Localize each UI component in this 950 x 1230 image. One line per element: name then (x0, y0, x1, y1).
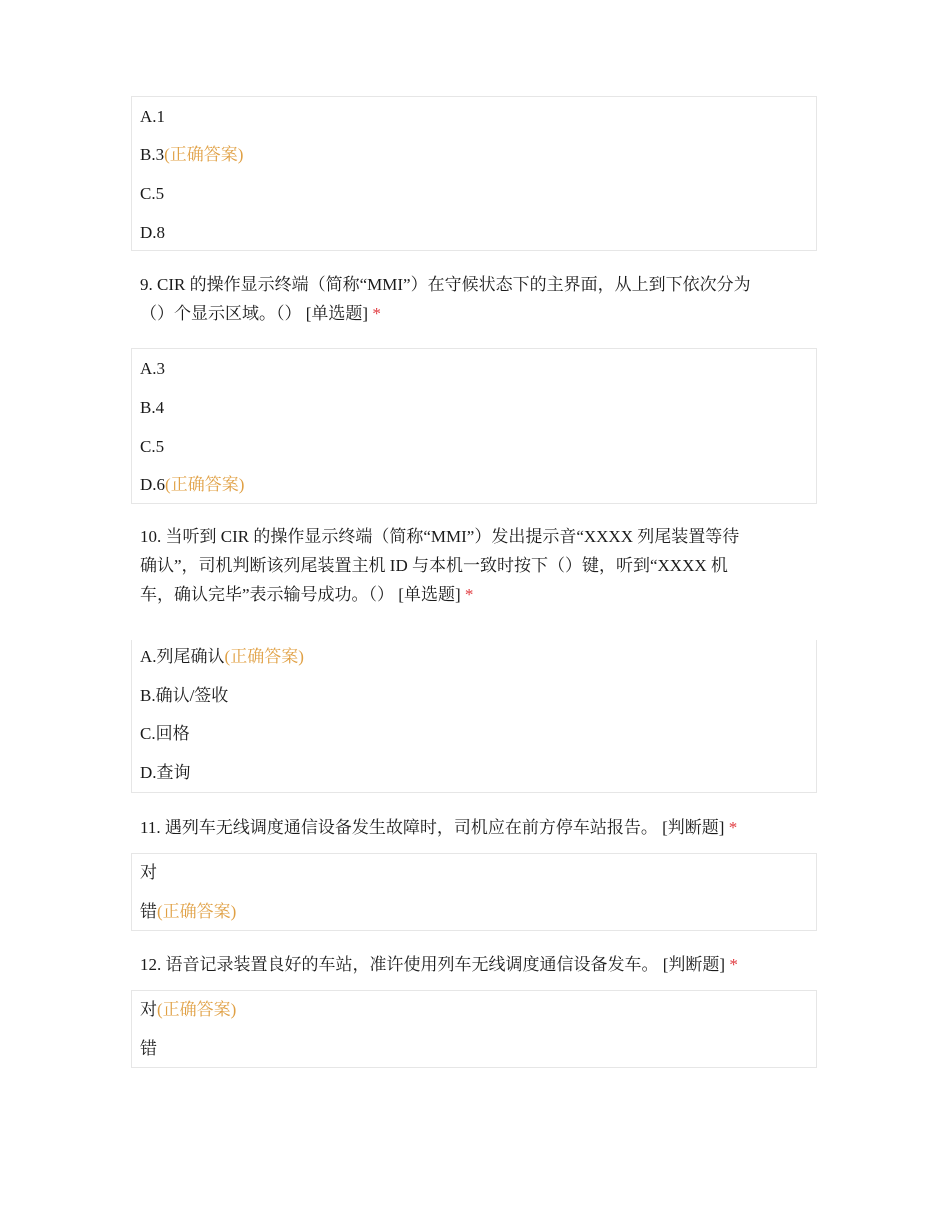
q9-question (140, 270, 816, 328)
q8-option-b: B.3(正确答案) (140, 145, 244, 164)
q12-options-box (131, 990, 817, 1068)
q10-line-2: 确认”，司机判断该列尾装置主机 ID 与本机一致时按下（）键，听到“XXXX 机 (140, 556, 728, 575)
required-mark: * (729, 955, 738, 974)
q10-line-1: 10. 当听到 CIR 的操作显示终端（简称“MMI”）发出提示音“XXXX 列尾装置等待 (140, 527, 740, 546)
correct-answer-tag: (正确答案) (157, 1000, 237, 1019)
q9-option-c: C.5 (140, 437, 165, 456)
q11-option-true: 对 (140, 863, 157, 882)
correct-answer-tag: (正确答案) (165, 475, 245, 494)
correct-answer-tag: (正确答案) (224, 647, 304, 666)
q12-option-false: 错 (140, 1039, 157, 1058)
q9-line-1: 9. CIR 的操作显示终端（简称“MMI”）在守候状态下的主界面，从上到下依次分为 (140, 275, 751, 294)
correct-answer-tag: (正确答案) (164, 145, 244, 164)
q10-option-d: D.查询 (140, 763, 191, 782)
q9-option-b: B.4 (140, 398, 165, 417)
q10-question (140, 522, 816, 609)
q12-question (140, 950, 816, 979)
required-mark: * (464, 585, 474, 604)
q12-line-1: 12. 语音记录装置良好的车站，准许使用列车无线调度通信设备发车。 [判断题] * (140, 955, 738, 974)
q10-line-3: 车，确认完毕”表示输号成功。（） [单选题] * (140, 585, 474, 604)
q9-line-2: （）个显示区域。（） [单选题] * (140, 304, 381, 323)
q11-line-1: 11. 遇列车无线调度通信设备发生故障时，司机应在前方停车站报告。 [判断题] * (140, 818, 738, 837)
q8-option-d: D.8 (140, 223, 166, 242)
required-mark: * (728, 818, 738, 837)
q10-option-b: B.确认/签收 (140, 686, 229, 705)
q8-option-a: A.1 (140, 107, 166, 126)
q10-option-c: C.回格 (140, 724, 190, 743)
q10-options-box (131, 640, 817, 793)
q8-options-box (131, 96, 817, 251)
q11-options-box (131, 853, 817, 931)
correct-answer-tag: (正确答案) (157, 902, 237, 921)
q9-option-d: D.6(正确答案) (140, 475, 245, 494)
q11-option-false: 错(正确答案) (140, 902, 237, 921)
required-mark: * (372, 304, 381, 323)
q10-option-a: A.列尾确认(正确答案) (140, 647, 304, 666)
q8-option-c: C.5 (140, 184, 165, 203)
q9-option-a: A.3 (140, 359, 166, 378)
q12-option-true: 对(正确答案) (140, 1000, 237, 1019)
q9-options-box (131, 348, 817, 504)
q11-question (140, 813, 816, 842)
